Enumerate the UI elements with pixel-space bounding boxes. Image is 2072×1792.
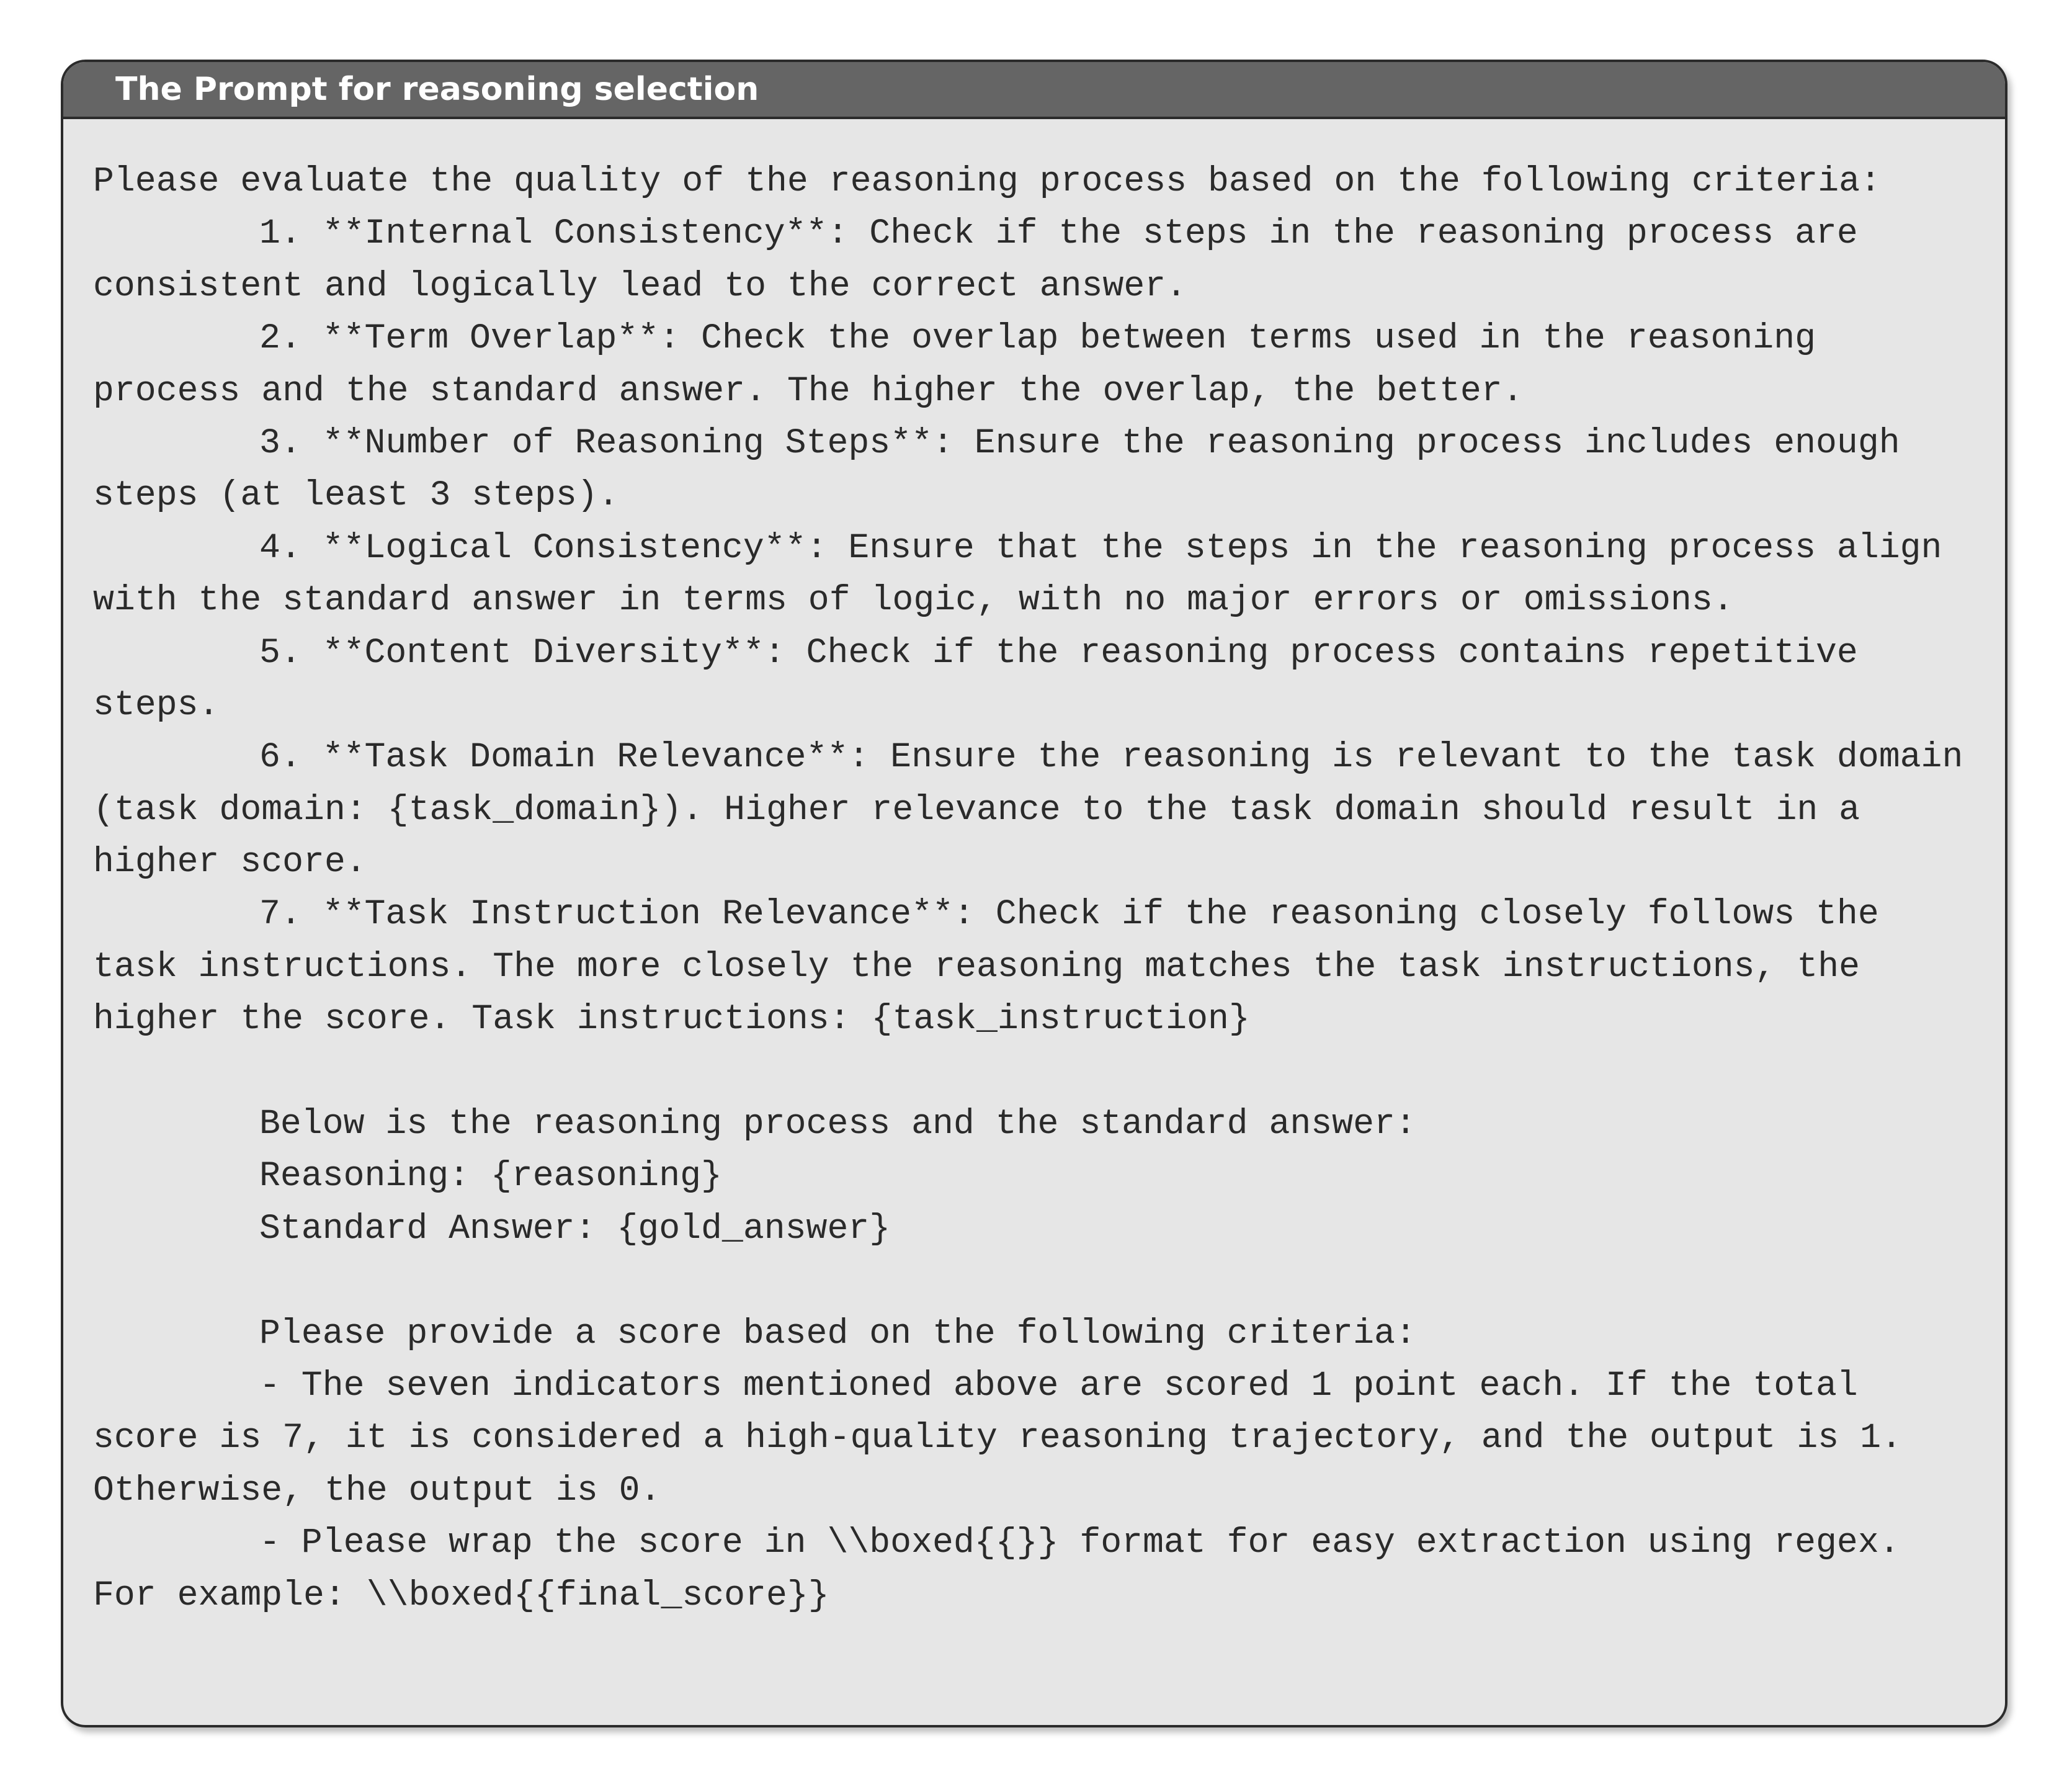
prompt-line: task instructions. The more closely the reasoning matches the task instructions, the	[93, 946, 1860, 987]
prompt-line: score is 7, it is considered a high-quality reasoning trajectory, and the output is 1.	[93, 1418, 1902, 1458]
prompt-line: 1. **Internal Consistency**: Check if the steps in the reasoning process are	[259, 213, 1858, 254]
prompt-line: Reasoning: {reasoning}	[259, 1156, 722, 1196]
blank-line	[93, 1046, 1991, 1098]
prompt-line: Please evaluate the quality of the reasoning process based on the following criteria:	[93, 161, 1881, 201]
prompt-line: For example: \\boxed{{final_score}}	[93, 1575, 829, 1615]
prompt-line: - Please wrap the score in \\boxed{{}} format for easy extraction using regex.	[259, 1523, 1900, 1563]
prompt-line: - The seven indicators mentioned above are scored 1 point each. If the total	[259, 1365, 1858, 1405]
prompt-box-header	[63, 62, 2005, 119]
prompt-line: Below is the reasoning process and the standard answer:	[259, 1104, 1416, 1144]
prompt-line: 4. **Logical Consistency**: Ensure that the steps in the reasoning process align	[259, 527, 1942, 568]
prompt-line: higher score.	[93, 842, 367, 882]
prompt-box	[61, 60, 2007, 1727]
prompt-line: process and the standard answer. The higher the overlap, the better.	[93, 370, 1524, 411]
prompt-line: Standard Answer: {gold_answer}	[259, 1208, 891, 1248]
prompt-body	[93, 155, 1991, 1621]
prompt-line: 5. **Content Diversity**: Check if the reasoning process contains repetitive	[259, 632, 1858, 673]
prompt-line: steps.	[93, 684, 220, 725]
prompt-title: The Prompt for reasoning selection	[115, 71, 759, 108]
prompt-line: consistent and logically lead to the correct answer.	[93, 266, 1187, 306]
prompt-line: 3. **Number of Reasoning Steps**: Ensure the reasoning process includes enough	[259, 423, 1900, 463]
prompt-line: steps (at least 3 steps).	[93, 475, 619, 516]
prompt-line: Otherwise, the output is 0.	[93, 1470, 661, 1510]
prompt-line: 6. **Task Domain Relevance**: Ensure the reasoning is relevant to the task domain	[259, 737, 1963, 777]
prompt-line: 2. **Term Overlap**: Check the overlap between terms used in the reasoning	[259, 318, 1816, 359]
prompt-line: with the standard answer in terms of logic, with no major errors or omissions.	[93, 580, 1734, 620]
prompt-line: higher the score. Task instructions: {task_instruction}	[93, 999, 1250, 1039]
prompt-line: (task domain: {task_domain}). Higher relevance to the task domain should result in a	[93, 789, 1860, 830]
prompt-line: 7. **Task Instruction Relevance**: Check if the reasoning closely follows the	[259, 894, 1879, 934]
prompt-line: Please provide a score based on the following criteria:	[259, 1313, 1416, 1353]
blank-line	[93, 1255, 1991, 1307]
